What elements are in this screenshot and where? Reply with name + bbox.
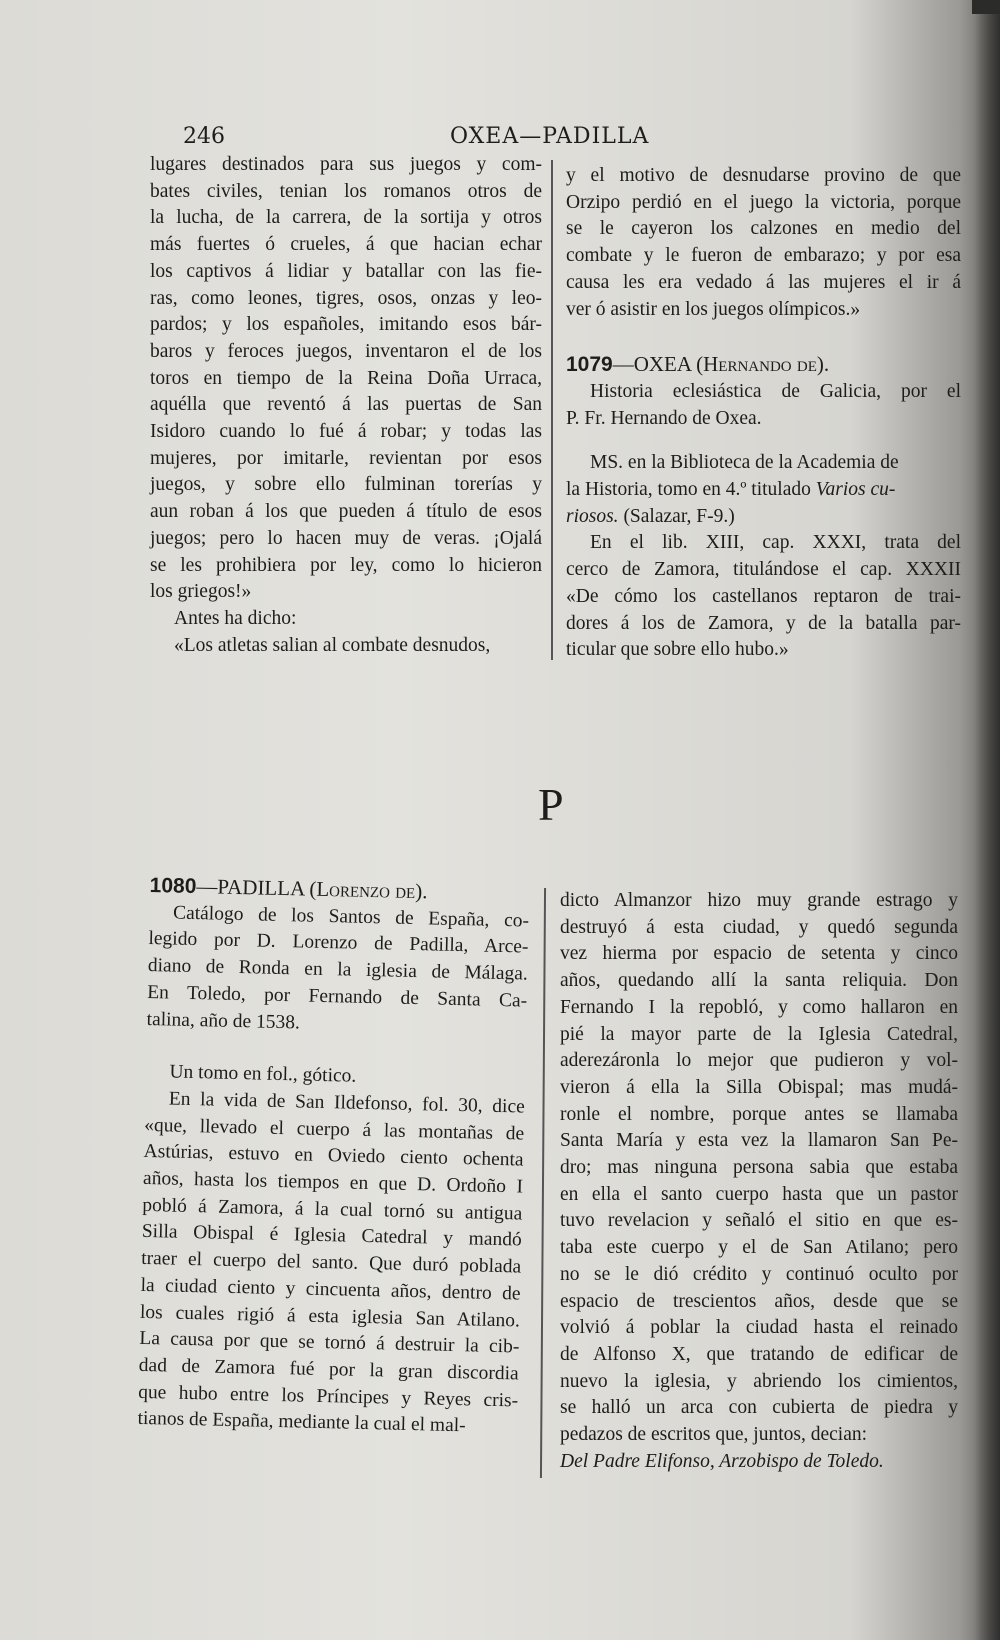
top-left-lines bbox=[150, 152, 542, 606]
entry-given-name: (Hernando de). bbox=[696, 352, 830, 377]
entry-number-1080: 1080 bbox=[149, 873, 197, 899]
text-line: ticular que sobre ello hubo.» bbox=[566, 639, 789, 661]
text-line: Silla Obispal é Iglesia Catedral y mandó bbox=[141, 1221, 522, 1251]
text-line: vez hierma por espacio de setenta y cinco bbox=[560, 943, 958, 965]
text-line: aquélla que reventó á las puertas de San bbox=[150, 394, 542, 416]
text-line: de Alfonso X, que tratando de edificar de bbox=[560, 1343, 958, 1365]
text-line: dad de Zamora fué por la gran discordia bbox=[138, 1354, 519, 1385]
text-line: Fernando I la repobló, y como hallaron en bbox=[560, 996, 958, 1018]
text-line: ronle el nombre, porque antes se llamaba bbox=[560, 1103, 958, 1125]
text-line: ras, como leones, tigres, osos, onzas y leo- bbox=[150, 287, 542, 309]
text-line: nuevo la iglesia, y abriendo los cimientos, bbox=[560, 1370, 958, 1392]
text-line: En la vida de San Ildefonso, fol. 30, dice bbox=[168, 1088, 526, 1118]
title-line: Catálogo de los Santos de España, co- bbox=[172, 902, 530, 932]
text-line: dores á los de Zamora, y de la batalla par- bbox=[566, 612, 961, 634]
text-line: aun roban á los que pueden á título de esos bbox=[150, 501, 542, 523]
text-line: en ella el santo cuerpo hasta que un pastor bbox=[560, 1183, 958, 1205]
text-line: la ciudad ciento y cincuenta años, dentro de bbox=[140, 1274, 521, 1305]
text-line: vieron á ella la Silla Obispal; mas mudá- bbox=[560, 1076, 958, 1098]
text-line: que hubo entre los Príncipes y Reyes cris- bbox=[137, 1381, 519, 1412]
text-line: Astúrias, estuvo en Oviedo ciento ochenta bbox=[143, 1141, 524, 1171]
text-line: «que, llevado el cuerpo á las montañas de bbox=[144, 1114, 525, 1145]
title-line: legido por D. Lorenzo de Padilla, Arce- bbox=[148, 928, 529, 959]
text-line: aderezáronla lo mejor que pudieron y vol- bbox=[560, 1050, 958, 1072]
text-line: En el lib. XIII, cap. XXXI, trata del bbox=[590, 532, 961, 554]
ms-line-2-text: la Historia, tomo en 4.º titulado bbox=[566, 479, 811, 501]
text-line: se le cayeron los calzones en medio del bbox=[566, 218, 961, 240]
text-line: pobló á Zamora, á la cual tornó su antigua bbox=[142, 1194, 523, 1225]
text-line: pardos; y los españoles, imitando esos bár- bbox=[150, 314, 542, 336]
entry-1079-title bbox=[566, 379, 961, 432]
text-line: juegos, y sobre ello fulminan torerías y bbox=[150, 474, 542, 496]
ms-title-italic: Varios cu- bbox=[815, 479, 896, 501]
entry-1080-body bbox=[137, 1086, 525, 1442]
last-line bbox=[560, 1449, 958, 1476]
entry-1080-title bbox=[146, 900, 529, 1042]
text-line: Isidoro cuando lo fué á robar; y todas las bbox=[150, 421, 542, 443]
entry-1079-heading bbox=[566, 351, 961, 379]
text-line: años, quedando allí la santa reliquia. Don bbox=[560, 970, 958, 992]
text-line: los cuales rigió á esta iglesia San Atilano. bbox=[139, 1301, 521, 1332]
text-line: destruyó á esta ciudad, y quedó segunda bbox=[560, 916, 958, 938]
text-line: combate y le fueron de embarazo; y por esa bbox=[566, 245, 961, 267]
text-line: dro; mas ninguna persona sabia que estaba bbox=[560, 1157, 958, 1179]
text-line: y el motivo de desnudarse provino de que bbox=[566, 165, 961, 186]
text-line: la lucha, de la carrera, de la sortija y otros bbox=[150, 207, 542, 229]
entry-given-name-1080: (Lorenzo de). bbox=[309, 876, 428, 904]
text-line: bates civiles, tenian los romanos otros de bbox=[150, 180, 542, 202]
title-line: P. Fr. Hernando de Oxea. bbox=[566, 407, 762, 429]
text-line: tuvo revelacion y señaló el sitio en que es- bbox=[560, 1210, 958, 1232]
text-line: más fuertes ó crueles, á que hacian echar bbox=[150, 234, 542, 256]
text-line: pié la mayor parte de la Iglesia Catedral, bbox=[560, 1023, 958, 1045]
ms-line-2 bbox=[566, 477, 961, 504]
top-right-column bbox=[566, 163, 961, 664]
page-edge-shadow bbox=[974, 0, 1000, 1640]
last-line-italic: Del Padre Elifonso, Arzobispo de Toledo. bbox=[560, 1450, 884, 1472]
ms-line-1: MS. en la Biblioteca de la Academia de bbox=[590, 452, 899, 474]
antes-line: Antes ha dicho: bbox=[174, 607, 297, 629]
text-line: Santa María y esta vez la llamaron San Pe- bbox=[560, 1130, 958, 1152]
quote-start-line: «Los atletas salian al combate desnudos, bbox=[174, 634, 491, 656]
title-line: diano de Ronda en la iglesia de Málaga. bbox=[147, 955, 529, 985]
text-line: ver ó asistir en los juegos olímpicos.» bbox=[566, 298, 861, 320]
text-line: «De cómo los castellanos reptaron de trai- bbox=[566, 585, 961, 607]
text-line: taba este cuerpo y el de San Atilano; pero bbox=[560, 1237, 958, 1259]
section-letter: P bbox=[538, 779, 564, 830]
scan-mark bbox=[972, 0, 1000, 14]
text-line: no se le dió crédito y continuó oculto por bbox=[560, 1263, 958, 1285]
bottom-right-lines bbox=[560, 888, 958, 1449]
text-line: lugares destinados para sus juegos y com- bbox=[150, 154, 542, 175]
text-line: pedazos de escritos que, juntos, decian: bbox=[560, 1424, 868, 1446]
title-line: talina, año de 1538. bbox=[146, 1008, 301, 1033]
bottom-right-column bbox=[560, 888, 958, 1475]
text-line: Orzipo perdió en el juego la victoria, porque bbox=[566, 191, 961, 213]
top-right-lines bbox=[566, 163, 961, 323]
text-line: juegos; pero lo hacen muy de veras. ¡Ojalá bbox=[150, 527, 542, 549]
text-line: se les prohibiera por ley, como lo hicieron bbox=[150, 554, 542, 576]
text-line: La causa por que se tornó á destruir la cib- bbox=[139, 1328, 520, 1358]
text-line: baros y feroces juegos, inventaron el de los bbox=[150, 340, 542, 362]
column-rule-top bbox=[551, 160, 553, 660]
text-line: cerco de Zamora, titulándose el cap. XXXII bbox=[566, 559, 961, 581]
entry-name: —OXEA bbox=[612, 352, 691, 377]
text-line: traer el cuerpo del santo. Que duró poblada bbox=[140, 1248, 522, 1278]
text-line: volvió á poblar la ciudad hasta el reinado bbox=[560, 1317, 958, 1339]
entry-name-1080: —PADILLA bbox=[196, 874, 305, 901]
running-head: OXEA—PADILLA bbox=[450, 124, 650, 149]
entry-number: 1079 bbox=[566, 353, 613, 377]
title-line: Historia eclesiástica de Galicia, por el bbox=[590, 380, 961, 402]
text-line: causa les era vedado á las mujeres el ir á bbox=[566, 271, 961, 293]
text-line: los captivos á lidiar y batallar con las fie- bbox=[150, 260, 542, 282]
text-line: dicto Almanzor hizo muy grande estrago y bbox=[560, 890, 958, 911]
text-line: tianos de España, mediante la cual el mal- bbox=[137, 1408, 466, 1437]
bottom-left-column bbox=[137, 872, 530, 1442]
text-line: años, hasta los tiempos en que D. Ordoño I bbox=[142, 1167, 524, 1198]
title-line: En Toledo, por Fernando de Santa Ca- bbox=[147, 981, 528, 1012]
page-number: 246 bbox=[183, 124, 225, 149]
tomo-line: Un tomo en fol., gótico. bbox=[169, 1061, 357, 1087]
ms-line-3 bbox=[566, 504, 961, 531]
top-left-column bbox=[150, 152, 542, 659]
text-line: se halló un arca con cubierta de piedra y bbox=[560, 1397, 958, 1419]
entry-1079-notes bbox=[566, 530, 961, 664]
text-line: los griegos!» bbox=[150, 581, 252, 603]
text-line: toros en tiempo de la Reina Doña Urraca, bbox=[150, 367, 542, 389]
ms-ref: (Salazar, F-9.) bbox=[623, 505, 735, 527]
ms-title-italic-2: riosos. bbox=[566, 505, 619, 527]
text-line: mujeres, por imitarle, revientan por esos bbox=[150, 447, 542, 469]
text-line: espacio de trescientos años, desde que se bbox=[560, 1290, 958, 1312]
